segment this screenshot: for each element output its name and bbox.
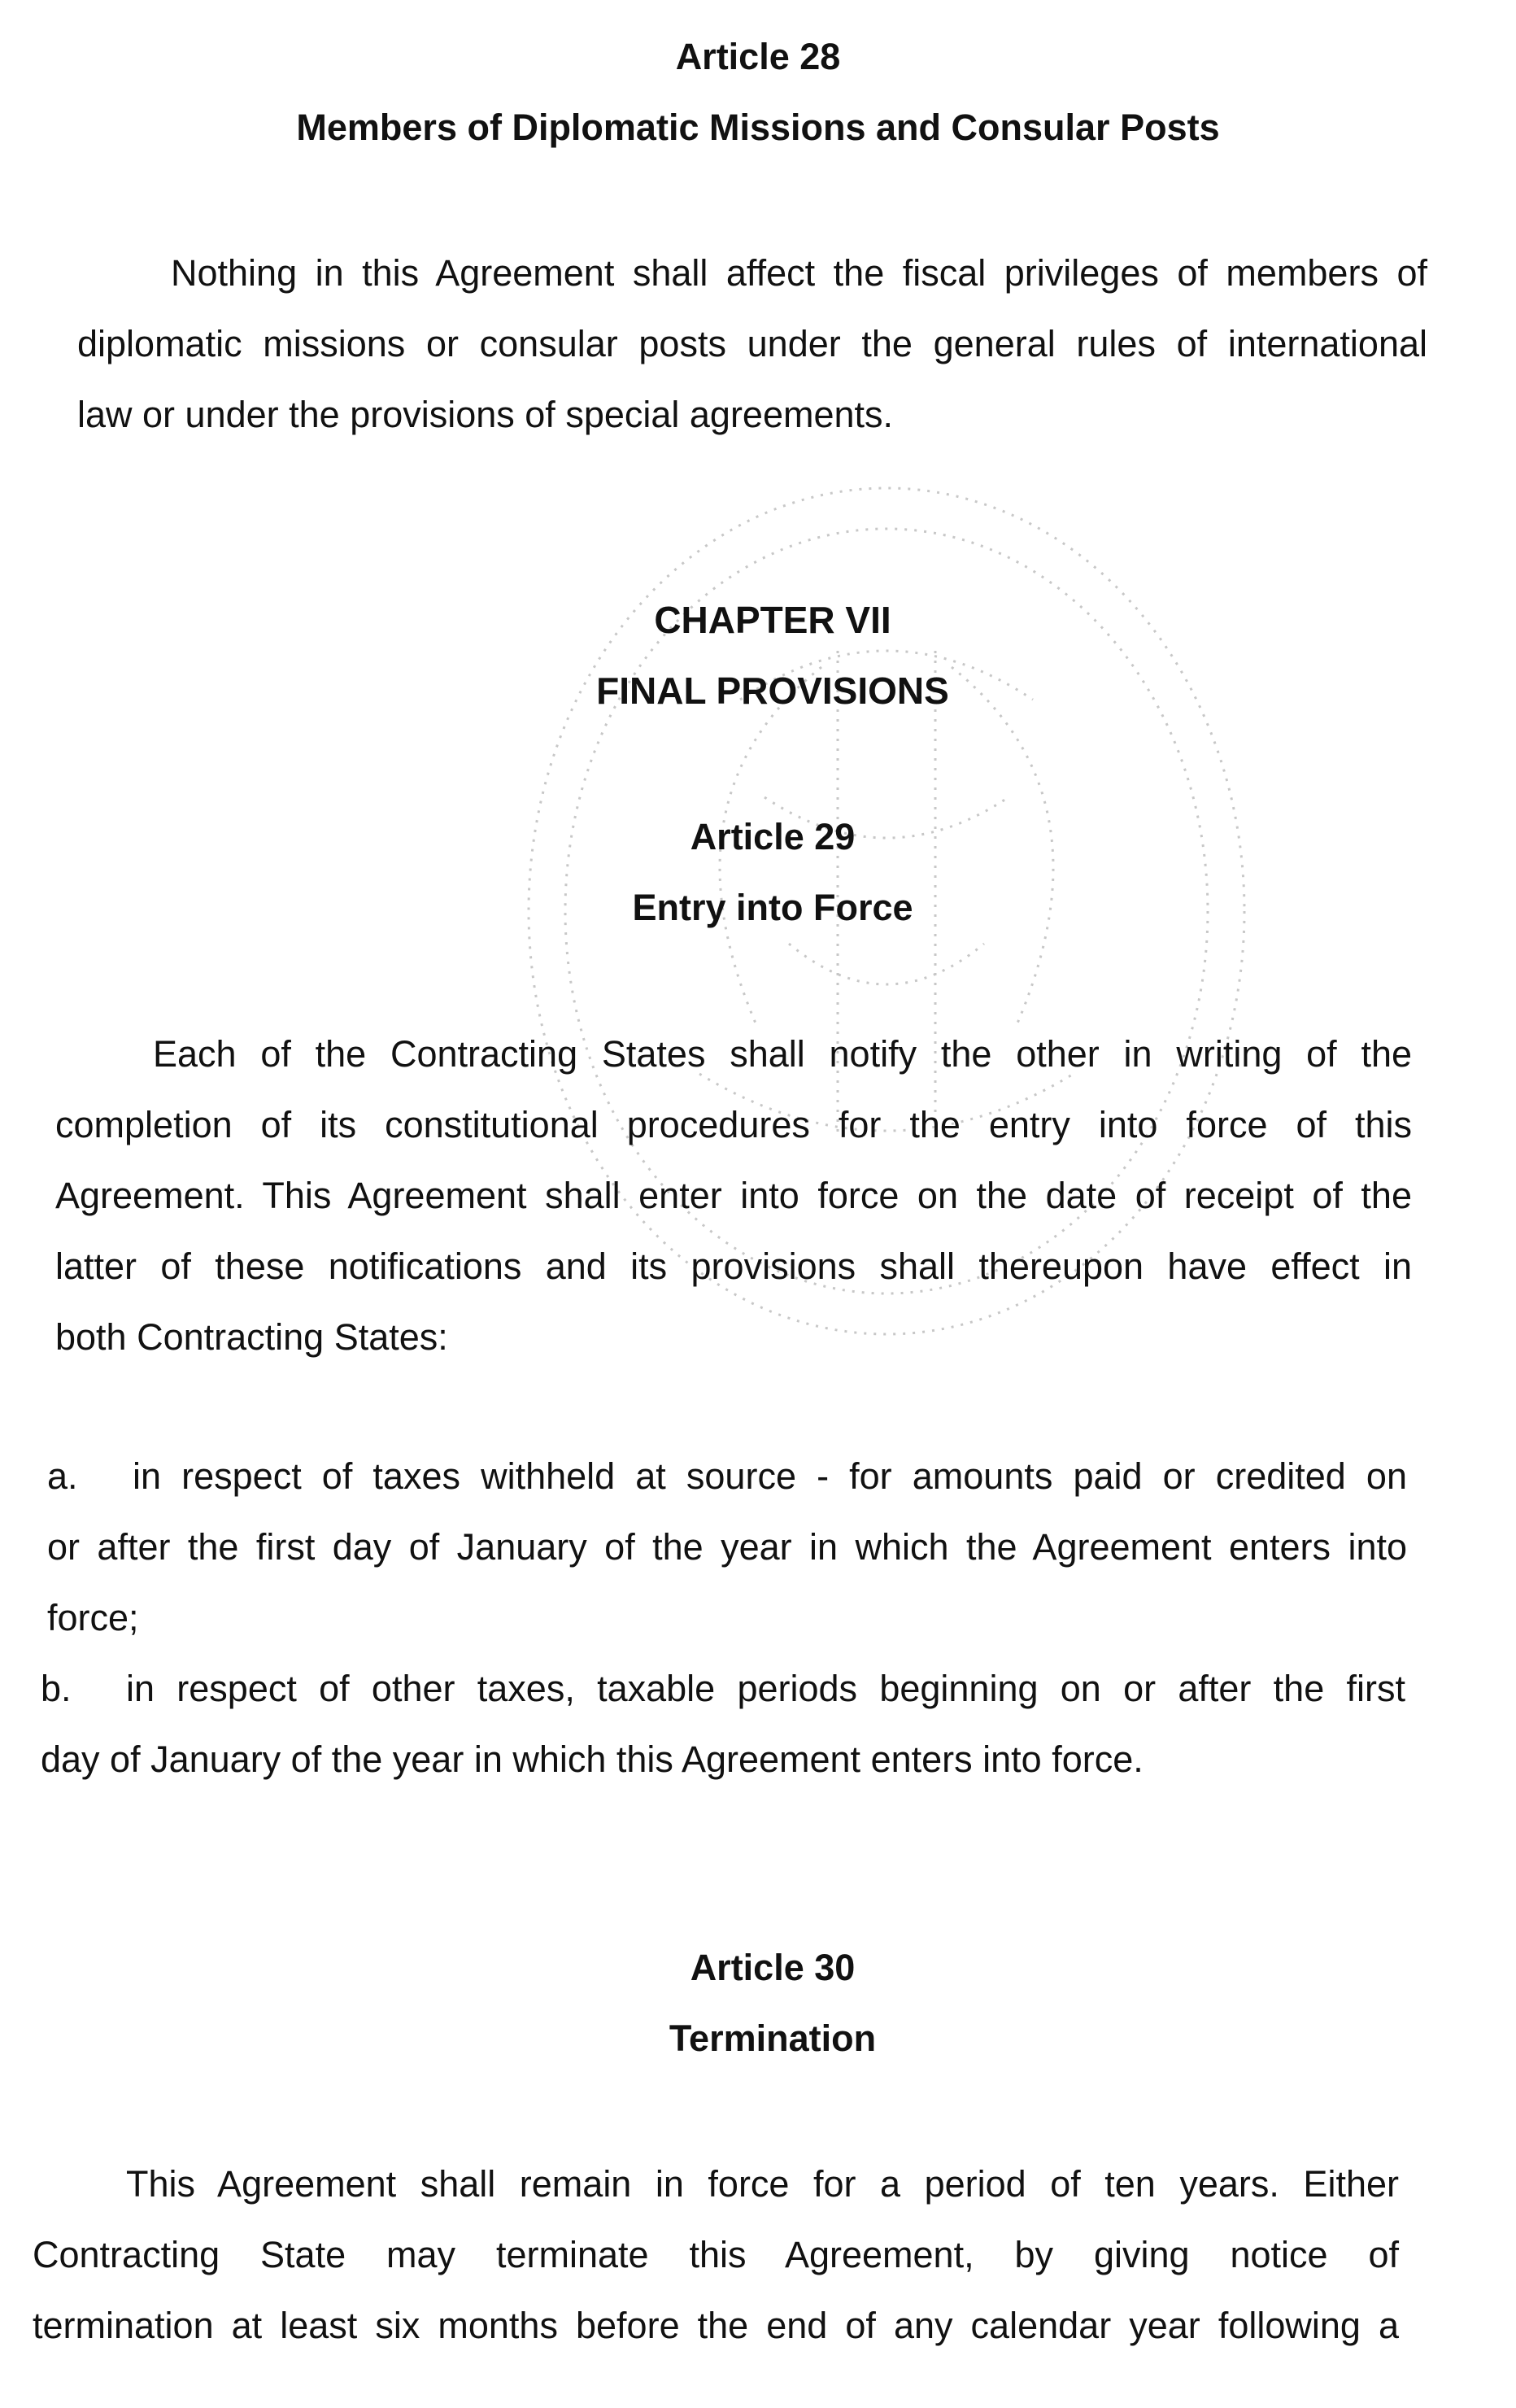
chapter-7-heading: CHAPTER VII	[654, 599, 891, 641]
paragraph-line: diplomatic missions or consular posts under the general rules of international	[77, 323, 1427, 364]
list-item-a	[47, 1441, 1407, 1653]
chapter-7-title: FINAL PROVISIONS	[596, 670, 949, 712]
paragraph-line: Agreement. This Agreement shall enter into force on the date of receipt of the	[55, 1175, 1412, 1216]
paragraph-line: Nothing in this Agreement shall affect the fiscal privileges of members of	[171, 252, 1427, 294]
list-item-line: in respect of other taxes, taxable periods beginning on or after the first	[126, 1668, 1405, 1709]
paragraph-line: termination at least six months before the end of any calendar year following a	[33, 2305, 1399, 2346]
list-item-line: in respect of taxes withheld at source - for amounts paid or credited on	[133, 1455, 1407, 1497]
article-29-title: Entry into Force	[632, 887, 913, 928]
list-marker: b.	[41, 1668, 72, 1709]
article-28-paragraph	[77, 238, 1427, 450]
paragraph-line: latter of these notifications and its provisions shall thereupon have effect in	[55, 1245, 1412, 1287]
list-marker: a.	[47, 1455, 78, 1497]
paragraph-line: completion of its constitutional procedures for the entry into force of this	[55, 1104, 1412, 1145]
paragraph-line: law or under the provisions of special agreements.	[77, 394, 894, 435]
paragraph-line: This Agreement shall remain in force for a period of ten years. Either	[126, 2163, 1399, 2205]
article-30-paragraph	[33, 2148, 1399, 2361]
article-29-paragraph	[55, 1019, 1412, 1372]
list-item-line: force;	[47, 1597, 139, 1638]
paragraph-line: both Contracting States:	[55, 1316, 448, 1358]
list-item-line: day of January of the year in which this Agreement enters into force.	[41, 1738, 1144, 1780]
paragraph-line: Each of the Contracting States shall notify the other in writing of the	[153, 1033, 1412, 1075]
article-30-heading: Article 30	[690, 1947, 856, 1988]
article-28-title: Members of Diplomatic Missions and Consular Posts	[296, 107, 1220, 148]
list-item-b	[41, 1653, 1405, 1795]
paragraph-line: Contracting State may terminate this Agreement, by giving notice of	[33, 2234, 1399, 2275]
article-30-title: Termination	[669, 2018, 877, 2059]
list-item-line: or after the first day of January of the year in which the Agreement enters into	[47, 1526, 1407, 1568]
article-29-heading: Article 29	[690, 816, 856, 857]
article-28-heading: Article 28	[675, 36, 841, 77]
